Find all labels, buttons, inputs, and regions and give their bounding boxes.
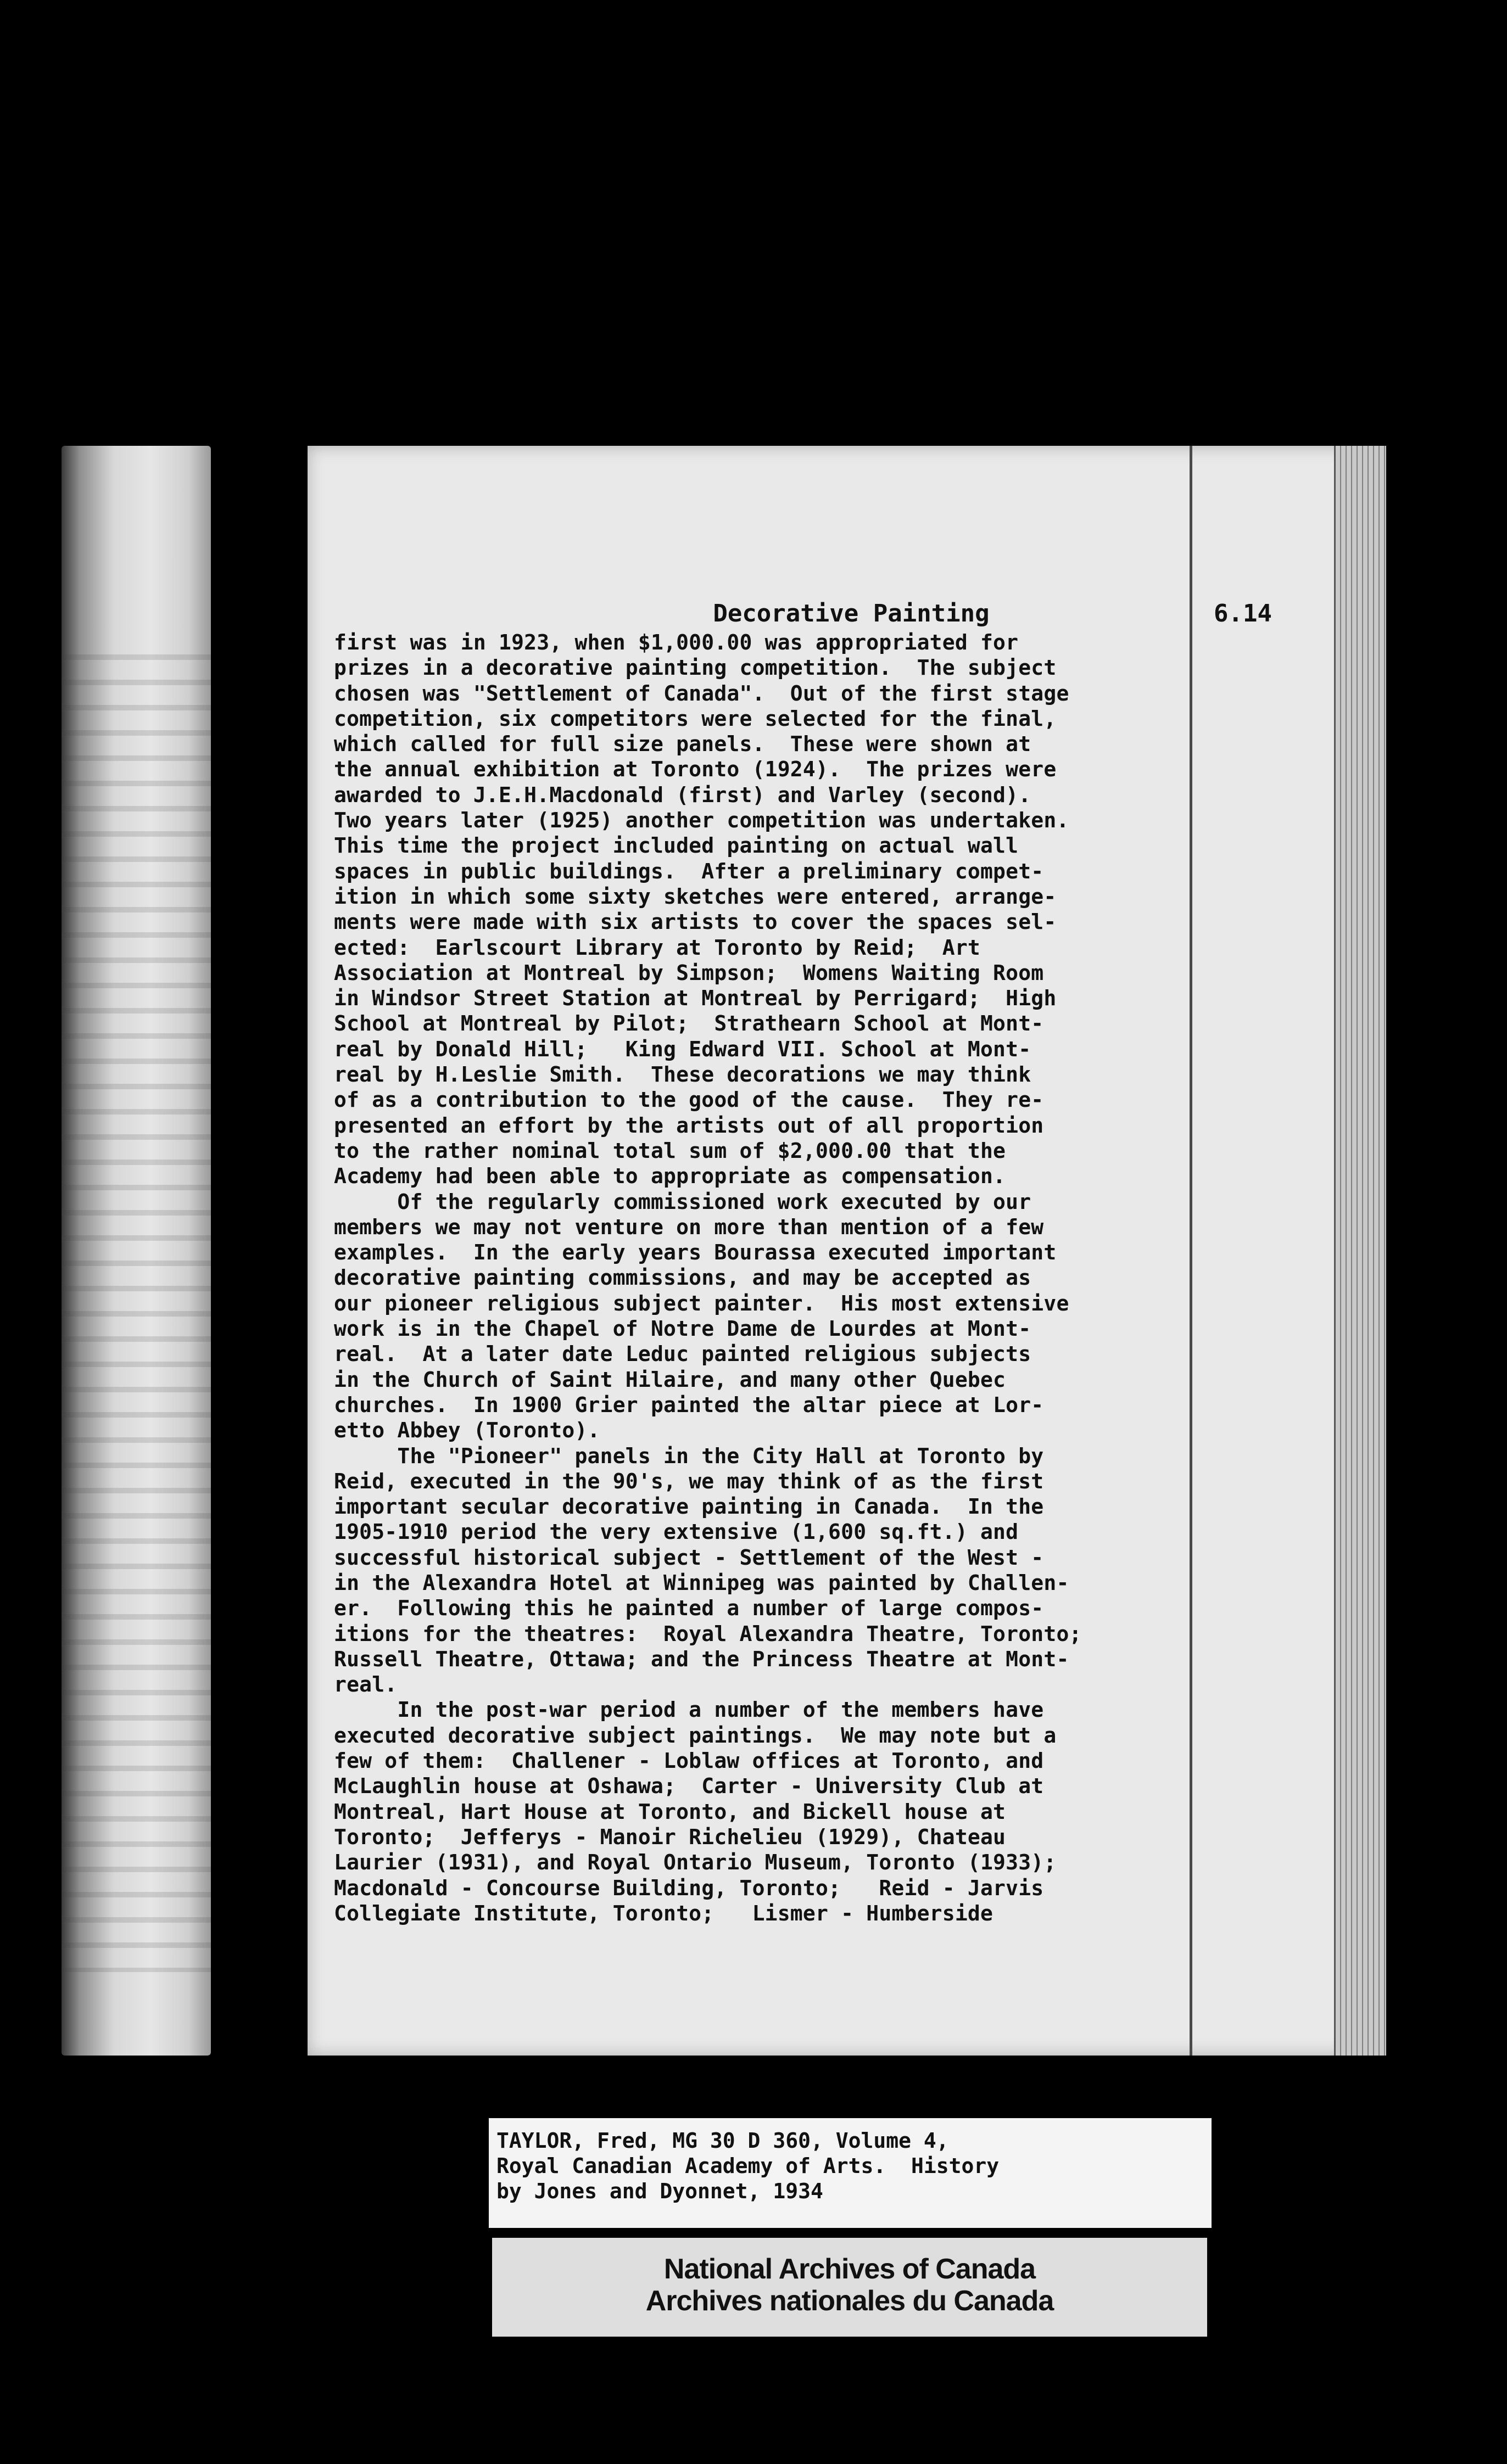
text-line: prizes in a decorative painting competition. The subject <box>334 656 1057 680</box>
text-line: real. At a later date Leduc painted religious subjects <box>334 1342 1031 1367</box>
text-line: chosen was "Settlement of Canada". Out of the first stage <box>334 681 1069 705</box>
text-line: Collegiate Institute, Toronto; Lismer - Humberside <box>334 1901 993 1925</box>
page-number: 6.14 <box>1214 600 1272 628</box>
text-line: the annual exhibition at Toronto (1924). The prizes were <box>334 757 1057 782</box>
text-line: of as a contribution to the good of the cause. They re- <box>334 1088 1044 1112</box>
text-line: executed decorative subject paintings. We may note but a <box>334 1723 1057 1748</box>
text-line: Macdonald - Concourse Building, Toronto; Reid - Jarvis <box>334 1875 1044 1900</box>
text-line: Toronto; Jefferys - Manoir Richelieu (1929), Chateau <box>334 1824 1006 1849</box>
text-line: Reid, executed in the 90's, we may think of as the first <box>334 1469 1044 1493</box>
text-line: in the Church of Saint Hilaire, and many other Quebec <box>334 1367 1006 1392</box>
text-line: School at Montreal by Pilot; Strathearn School at Mont- <box>334 1011 1044 1036</box>
page-title: Decorative Painting <box>713 600 990 628</box>
text-line: Two years later (1925) another competition was undertaken. <box>334 808 1069 833</box>
citation-line: Royal Canadian Academy of Arts. History <box>496 2154 1000 2178</box>
text-line: Russell Theatre, Ottawa; and the Princess Theatre at Mont- <box>334 1647 1069 1671</box>
archives-label <box>492 2238 1207 2337</box>
text-line: ected: Earlscourt Library at Toronto by Reid; Art <box>334 935 980 960</box>
body-text <box>334 630 1224 1926</box>
text-line: Academy had been able to appropriate as compensation. <box>334 1164 1006 1189</box>
text-line: in the Alexandra Hotel at Winnipeg was painted by Challen- <box>334 1570 1069 1595</box>
text-line: which called for full size panels. These were shown at <box>334 732 1031 757</box>
text-line: examples. In the early years Bourassa executed important <box>334 1240 1057 1265</box>
text-line: decorative painting commissions, and may be accepted as <box>334 1265 1031 1290</box>
text-line: work is in the Chapel of Notre Dame de Lourdes at Mont- <box>334 1317 1031 1341</box>
previous-page-text-bleed <box>62 654 211 1972</box>
previous-page-edge <box>62 446 211 2056</box>
archives-name-english: National Archives of Canada <box>663 2253 1036 2285</box>
citation-label <box>489 2118 1212 2228</box>
text-line: etto Abbey (Toronto). <box>334 1418 600 1443</box>
text-line: spaces in public buildings. After a preliminary compet- <box>334 859 1044 883</box>
text-line: important secular decorative painting in Canada. In the <box>334 1494 1044 1519</box>
archives-name-french: Archives nationales du Canada <box>645 2285 1054 2317</box>
text-line: real by H.Leslie Smith. These decorations we may think <box>334 1062 1031 1087</box>
text-line: Laurier (1931), and Royal Ontario Museum, Toronto (1933); <box>334 1850 1057 1875</box>
text-line: members we may not venture on more than mention of a few <box>334 1214 1044 1239</box>
text-line: ments were made with six artists to cover the spaces sel- <box>334 910 1057 934</box>
text-line: The "Pioneer" panels in the City Hall at Toronto by <box>334 1443 1044 1468</box>
text-line: ition in which some sixty sketches were entered, arrange- <box>334 884 1057 909</box>
text-line: Association at Montreal by Simpson; Womens Waiting Room <box>334 960 1044 985</box>
text-line: real by Donald Hill; King Edward VII. School at Mont- <box>334 1037 1031 1061</box>
document-page <box>308 446 1386 2056</box>
text-line: churches. In 1900 Grier painted the altar piece at Lor- <box>334 1392 1044 1417</box>
text-line: real. <box>334 1672 398 1697</box>
text-line: In the post-war period a number of the members have <box>334 1698 1044 1722</box>
text-line: McLaughlin house at Oshawa; Carter - University Club at <box>334 1774 1044 1799</box>
text-line: 1905-1910 period the very extensive (1,600 sq.ft.) and <box>334 1520 1019 1544</box>
text-line: Montreal, Hart House at Toronto, and Bickell house at <box>334 1799 1006 1824</box>
text-line: first was in 1923, when $1,000.00 was appropriated for <box>334 630 1019 654</box>
text-line: This time the project included painting on actual wall <box>334 833 1019 858</box>
text-line: to the rather nominal total sum of $2,000.00 that the <box>334 1138 1006 1163</box>
text-line: er. Following this he painted a number of large compos- <box>334 1596 1044 1621</box>
text-line: awarded to J.E.H.Macdonald (first) and Varley (second). <box>334 782 1031 807</box>
text-line: few of them: Challener - Loblaw offices at Toronto, and <box>334 1749 1044 1773</box>
text-line: itions for the theatres: Royal Alexandra Theatre, Toronto; <box>334 1621 1082 1646</box>
text-line: presented an effort by the artists out of all proportion <box>334 1113 1044 1138</box>
text-line: in Windsor Street Station at Montreal by Perrigard; High <box>334 986 1057 1011</box>
citation-line: by Jones and Dyonnet, 1934 <box>496 2179 823 2203</box>
text-line: successful historical subject - Settlement of the West - <box>334 1545 1044 1570</box>
text-line: Of the regularly commissioned work executed by our <box>334 1189 1031 1214</box>
text-line: our pioneer religious subject painter. His most extensive <box>334 1291 1069 1315</box>
page-stack-edges <box>1334 446 1386 2056</box>
citation-line: TAYLOR, Fred, MG 30 D 360, Volume 4, <box>496 2129 949 2153</box>
text-line: competition, six competitors were selected for the final, <box>334 706 1057 731</box>
